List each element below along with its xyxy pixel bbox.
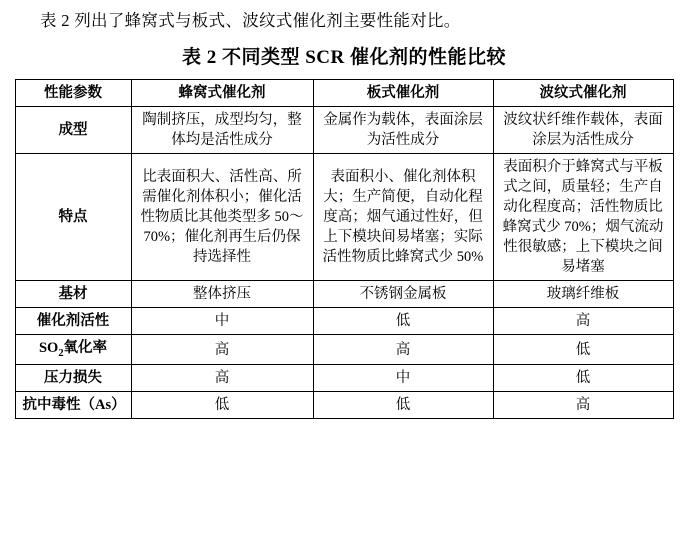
table-title: 表 2 不同类型 SCR 催化剂的性能比较 (181, 47, 506, 69)
cell-so2-corrugated: 低 (493, 335, 673, 365)
cell-pressure-plate: 中 (313, 365, 493, 392)
cell-forming-corrugated: 波纹状纤维作载体，表面涂层为活性成分 (493, 107, 673, 154)
cell-activity-plate: 低 (313, 308, 493, 335)
cell-substrate-plate: 不锈钢金属板 (313, 281, 493, 308)
cell-features-honeycomb: 比表面积大、活性高、所需催化剂体积小；催化活性物质比其他类型多 50～70%；催化剂再生后仍保持选择性 (131, 154, 313, 281)
cell-pressure-honeycomb: 高 (131, 365, 313, 392)
intro-paragraph: 表 2 列出了蜂窝式与板式、波纹式催化剂主要性能对比。 (40, 11, 461, 30)
row-label-forming: 成型 (15, 107, 131, 154)
row-label-so2-oxidation-rate (15, 335, 131, 365)
cell-so2-plate: 高 (313, 335, 493, 365)
table-row (15, 154, 673, 281)
cell-features-plate: 表面积小、催化剂体积大；生产简便，自动化程度高；烟气通过性好，但上下模块间易堵塞；实际活性物质比蜂窝式少 50% (313, 154, 493, 281)
table-row (15, 392, 673, 419)
cell-pressure-corrugated: 低 (493, 365, 673, 392)
row-label-so2-subscript: 2 (58, 347, 64, 359)
table-row (15, 335, 673, 365)
row-label-catalyst-activity: 催化剂活性 (15, 308, 131, 335)
row-label-so2-suffix: 氧化率 (63, 340, 108, 357)
row-label-pressure-loss: 压力损失 (15, 365, 131, 392)
table-row (15, 107, 673, 154)
cell-activity-honeycomb: 中 (131, 308, 313, 335)
cell-forming-honeycomb: 陶制挤压，成型均匀，整体均是活性成分 (131, 107, 313, 154)
table-row (15, 365, 673, 392)
cell-substrate-corrugated: 玻璃纤维板 (493, 281, 673, 308)
cell-so2-honeycomb: 高 (131, 335, 313, 365)
row-label-features: 特点 (15, 154, 131, 281)
column-header-honeycomb: 蜂窝式催化剂 (131, 80, 313, 107)
column-header-corrugated: 波纹式催化剂 (493, 80, 673, 107)
column-header-plate: 板式催化剂 (313, 80, 493, 107)
scr-catalyst-comparison-table (15, 79, 674, 419)
row-label-so2-prefix: SO (38, 340, 59, 357)
cell-poison-plate: 低 (313, 392, 493, 419)
cell-substrate-honeycomb: 整体挤压 (131, 281, 313, 308)
row-label-poison-resistance: 抗中毒性（As） (15, 392, 131, 419)
cell-activity-corrugated: 高 (493, 308, 673, 335)
cell-forming-plate: 金属作为载体，表面涂层为活性成分 (313, 107, 493, 154)
cell-poison-honeycomb: 低 (131, 392, 313, 419)
column-header-parameter: 性能参数 (15, 80, 131, 107)
table-row (15, 308, 673, 335)
cell-features-corrugated: 表面积介于蜂窝式与平板式之间，质量轻；生产自动化程度高；活性物质比蜂窝式少 70%；烟气流动性很敏感；上下模块之间易堵塞 (493, 154, 673, 281)
row-label-substrate: 基材 (15, 281, 131, 308)
cell-poison-corrugated: 高 (493, 392, 673, 419)
table-row (15, 281, 673, 308)
table-header-row (15, 80, 673, 107)
